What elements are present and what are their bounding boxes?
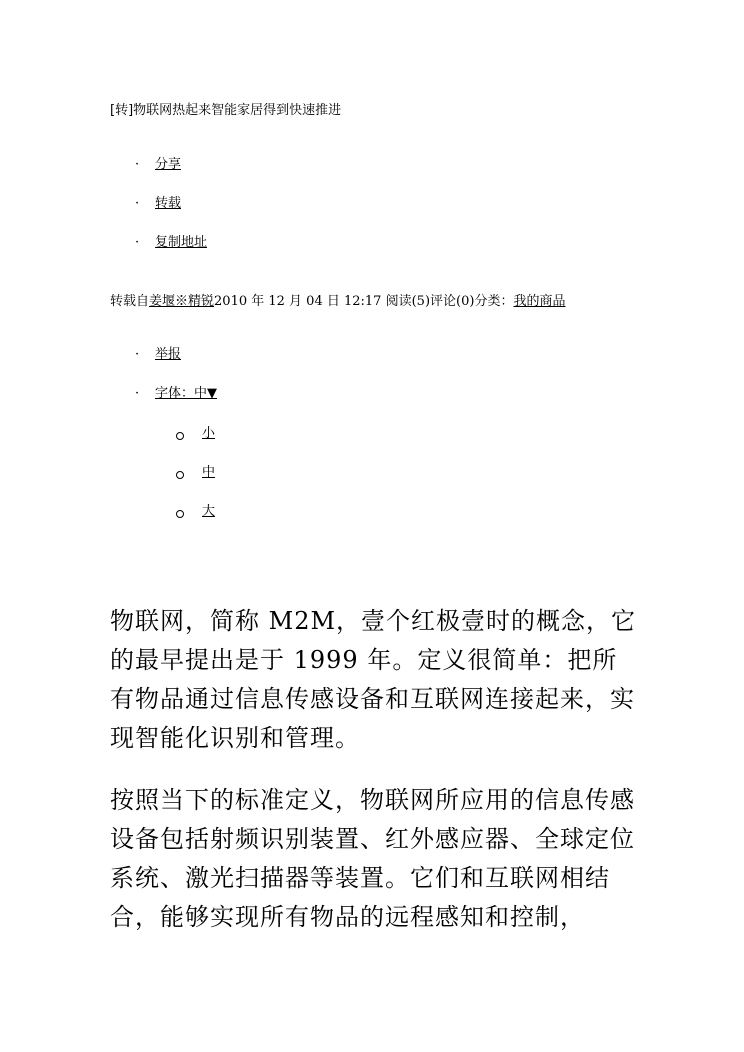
report-link[interactable]: 举报 <box>155 347 182 362</box>
category-link[interactable]: 我的商品 <box>513 294 566 309</box>
list-item <box>135 155 207 194</box>
article-body <box>110 602 640 960</box>
page-title: [转]物联网热起来智能家居得到快速推进 <box>110 103 342 118</box>
author-link[interactable]: 姜堰※精锐 <box>149 294 215 309</box>
read-count: 阅读(5) <box>385 294 431 309</box>
repost-prefix: 转载自 <box>110 294 150 309</box>
post-meta <box>110 290 565 309</box>
comment-count: 评论(0) <box>430 294 475 309</box>
repost-link[interactable]: 转载 <box>155 196 182 211</box>
font-size-large[interactable]: 大 <box>202 504 216 519</box>
font-size-medium[interactable]: 中 <box>202 465 216 480</box>
share-link[interactable]: 分享 <box>155 157 182 172</box>
action-list <box>135 155 207 272</box>
copy-address-link[interactable]: 复制地址 <box>155 235 208 250</box>
category-label: 分类： <box>474 294 514 309</box>
list-item <box>135 233 207 272</box>
list-item <box>175 463 215 502</box>
paragraph: 物联网，简称 M2M，壹个红极壹时的概念，它的最早提出是于 1999 年。定义很简单：把所有物品通过信息传感设备和互联网连接起来，实现智能化识别和管理。 <box>110 607 637 752</box>
list-item <box>135 384 217 423</box>
list-item <box>175 502 215 541</box>
list-item <box>175 424 215 463</box>
font-size-small[interactable]: 小 <box>202 426 216 441</box>
tool-list <box>135 345 217 423</box>
paragraph: 按照当下的标准定义，物联网所应用的信息传感设备包括射频识别装置、红外感应器、全球定位系统、激光扫描器等装置。它们和互联网相结合，能够实现所有物品的远程感知和控制， <box>110 786 635 931</box>
font-size-toggle[interactable]: 字体：中▼ <box>155 386 217 401</box>
post-datetime: 2010 年 12 月 04 日 12:17 <box>214 294 382 309</box>
font-size-menu <box>175 424 215 541</box>
list-item <box>135 345 217 384</box>
list-item <box>135 194 207 233</box>
